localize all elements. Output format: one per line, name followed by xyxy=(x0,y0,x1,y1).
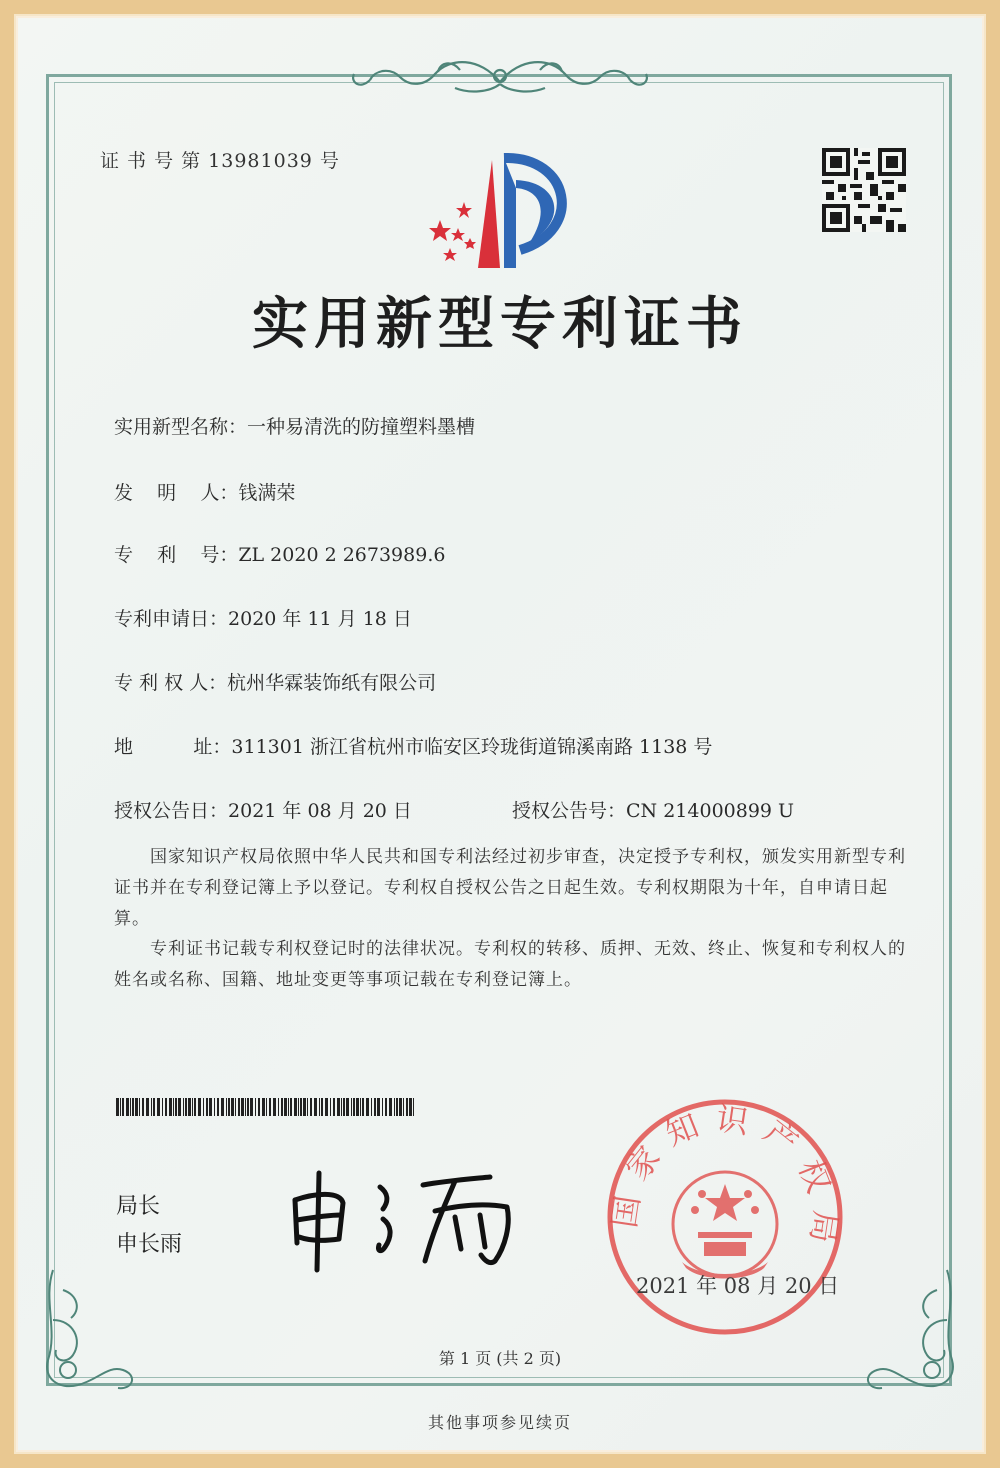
barcode-bar xyxy=(247,1098,249,1116)
field-address xyxy=(114,732,712,759)
barcode-bar xyxy=(399,1098,402,1116)
barcode-bar xyxy=(382,1098,383,1116)
barcode-bar xyxy=(377,1098,380,1116)
barcode-bar xyxy=(269,1098,271,1116)
field-application-date xyxy=(114,604,412,631)
field-value: 311301 浙江省杭州市临安区玲珑街道锦溪南路 1138 号 xyxy=(231,736,713,758)
barcode-bar xyxy=(178,1098,181,1116)
barcode-bar xyxy=(206,1098,208,1116)
field-patent-number xyxy=(114,540,445,567)
barcode-bar xyxy=(245,1098,246,1116)
barcode-bar xyxy=(135,1098,138,1116)
signatory-block xyxy=(116,1188,182,1264)
barcode-bar xyxy=(120,1098,121,1116)
field-grant-number xyxy=(512,796,794,823)
barcode-bar xyxy=(226,1098,227,1116)
barcode-bar xyxy=(356,1098,359,1116)
field-value: 钱满荣 xyxy=(238,482,296,504)
barcode-bar xyxy=(319,1098,320,1116)
barcode-bar xyxy=(314,1098,317,1116)
barcode-bar xyxy=(337,1098,340,1116)
barcode-bar xyxy=(294,1098,297,1116)
footer-note: 其他事项参见续页 xyxy=(427,1413,572,1432)
barcode-bar xyxy=(362,1098,364,1116)
barcode-bar xyxy=(217,1098,219,1116)
barcode-bar xyxy=(333,1098,335,1116)
barcode-bar xyxy=(290,1098,292,1116)
barcode-bar xyxy=(238,1098,240,1116)
barcode-bar xyxy=(325,1098,328,1116)
signatory-name: 申长雨 xyxy=(116,1232,183,1257)
barcode-bar xyxy=(228,1098,230,1116)
barcode-bar xyxy=(278,1098,279,1116)
top-ornament xyxy=(340,52,660,102)
bottom-right-ornament xyxy=(842,1260,962,1400)
field-label: 专 利 权 人： xyxy=(114,672,228,694)
signatory-position: 局长 xyxy=(116,1194,161,1219)
barcode-bar xyxy=(346,1098,349,1116)
barcode-bar xyxy=(385,1098,387,1116)
field-label: 发 明 人： xyxy=(114,482,239,504)
barcode-bar xyxy=(130,1098,131,1116)
barcode-bar xyxy=(310,1098,312,1116)
barcode-bar xyxy=(122,1098,124,1116)
barcode-bar xyxy=(360,1098,361,1116)
barcode-bar xyxy=(298,1098,299,1116)
barcode-bar xyxy=(214,1098,215,1116)
certificate-title: 实用新型专利证书 xyxy=(252,291,748,357)
barcode-bar xyxy=(209,1098,212,1116)
barcode-bar xyxy=(351,1098,352,1116)
field-patentee xyxy=(114,668,436,695)
barcode-bar xyxy=(371,1098,372,1116)
barcode-bar xyxy=(321,1098,323,1116)
field-label: 专 利 号： xyxy=(114,544,239,566)
field-value: 2020 年 11 月 18 日 xyxy=(228,608,412,630)
barcode-bar xyxy=(353,1098,355,1116)
field-value: 一种易清洗的防撞塑料墨槽 xyxy=(247,416,476,438)
handwritten-signature xyxy=(285,1165,525,1275)
barcode-bar xyxy=(175,1098,177,1116)
barcode-bar xyxy=(255,1098,256,1116)
barcode-bar xyxy=(341,1098,342,1116)
barcode-bar xyxy=(173,1098,174,1116)
field-label: 专利申请日： xyxy=(114,608,229,630)
barcode-bar xyxy=(394,1098,395,1116)
field-utility-model-name xyxy=(114,412,475,439)
barcode-bar xyxy=(151,1098,152,1116)
patent-office-logo xyxy=(420,150,590,275)
field-value: 杭州华霖装饰纸有限公司 xyxy=(227,672,437,694)
barcode-bar xyxy=(235,1098,236,1116)
barcode-bar xyxy=(343,1098,345,1116)
barcode-bar xyxy=(250,1098,253,1116)
barcode-bar xyxy=(409,1098,412,1116)
field-inventor xyxy=(114,478,295,505)
barcode-bar xyxy=(169,1098,172,1116)
barcode-bar xyxy=(185,1098,187,1116)
barcode-bar xyxy=(374,1098,376,1116)
barcode-bar xyxy=(396,1098,398,1116)
barcode-bar xyxy=(403,1098,404,1116)
barcode-bar xyxy=(142,1098,144,1116)
barcode-bar xyxy=(231,1098,234,1116)
field-value: ZL 2020 2 2673989.6 xyxy=(238,544,446,566)
barcode-bar xyxy=(366,1098,369,1116)
barcode xyxy=(116,1098,416,1116)
barcode-bar xyxy=(157,1098,160,1116)
barcode-bar xyxy=(389,1098,392,1116)
statement-paragraph-2: 专利证书记载专利权登记时的法律状况。专利权的转移、质押、无效、终止、恢复和专利权人的姓名或名称、国籍、地址变更等事项记载在专利登记簿上。 xyxy=(114,939,906,990)
barcode-bar xyxy=(192,1098,193,1116)
field-label: 授权公告日： xyxy=(114,800,229,822)
barcode-bar xyxy=(165,1098,167,1116)
bottom-left-ornament xyxy=(38,1260,158,1400)
barcode-bar xyxy=(126,1098,129,1116)
barcode-bar xyxy=(330,1098,331,1116)
barcode-bar xyxy=(281,1098,283,1116)
field-label: 授权公告号： xyxy=(512,800,627,822)
field-label: 实用新型名称： xyxy=(114,416,248,438)
barcode-bar xyxy=(241,1098,244,1116)
barcode-bar xyxy=(203,1098,204,1116)
barcode-bar xyxy=(307,1098,308,1116)
barcode-bar xyxy=(146,1098,149,1116)
barcode-bar xyxy=(139,1098,140,1116)
barcode-bar xyxy=(194,1098,196,1116)
barcode-bar xyxy=(288,1098,289,1116)
field-label: 地 址： xyxy=(114,736,232,758)
barcode-bar xyxy=(162,1098,163,1116)
svg-text:国家知识产权局: 国家知识产权局 xyxy=(604,1099,846,1260)
barcode-bar xyxy=(183,1098,184,1116)
barcode-bar xyxy=(221,1098,224,1116)
barcode-bar xyxy=(153,1098,155,1116)
field-grant-date xyxy=(114,796,412,823)
official-seal xyxy=(600,1092,850,1342)
barcode-bar xyxy=(116,1098,119,1116)
barcode-bar xyxy=(406,1098,408,1116)
statement-paragraph-1: 国家知识产权局依照中华人民共和国专利法经过初步审查，决定授予专利权，颁发实用新型专利证书并在专利登记簿上予以登记。专利权自授权公告之日起生效。专利权期限为十年，自申请日起算。 xyxy=(114,847,906,929)
barcode-bar xyxy=(188,1098,191,1116)
field-value: CN 214000899 U xyxy=(626,800,795,822)
barcode-bar xyxy=(303,1098,306,1116)
barcode-bar xyxy=(284,1098,287,1116)
barcode-bar xyxy=(273,1098,276,1116)
field-value: 2021 年 08 月 20 日 xyxy=(228,800,412,822)
barcode-bar xyxy=(266,1098,267,1116)
page-number: 第 1 页 (共 2 页) xyxy=(438,1349,562,1368)
barcode-bar xyxy=(300,1098,302,1116)
barcode-bar xyxy=(258,1098,260,1116)
qr-code xyxy=(822,148,906,232)
seal-date: 2021 年 08 月 20 日 xyxy=(636,1274,840,1298)
barcode-bar xyxy=(198,1098,201,1116)
barcode-bar xyxy=(413,1098,414,1116)
barcode-bar xyxy=(262,1098,265,1116)
certificate-number: 证 书 号 第 13981039 号 xyxy=(100,150,340,172)
barcode-bar xyxy=(132,1098,134,1116)
